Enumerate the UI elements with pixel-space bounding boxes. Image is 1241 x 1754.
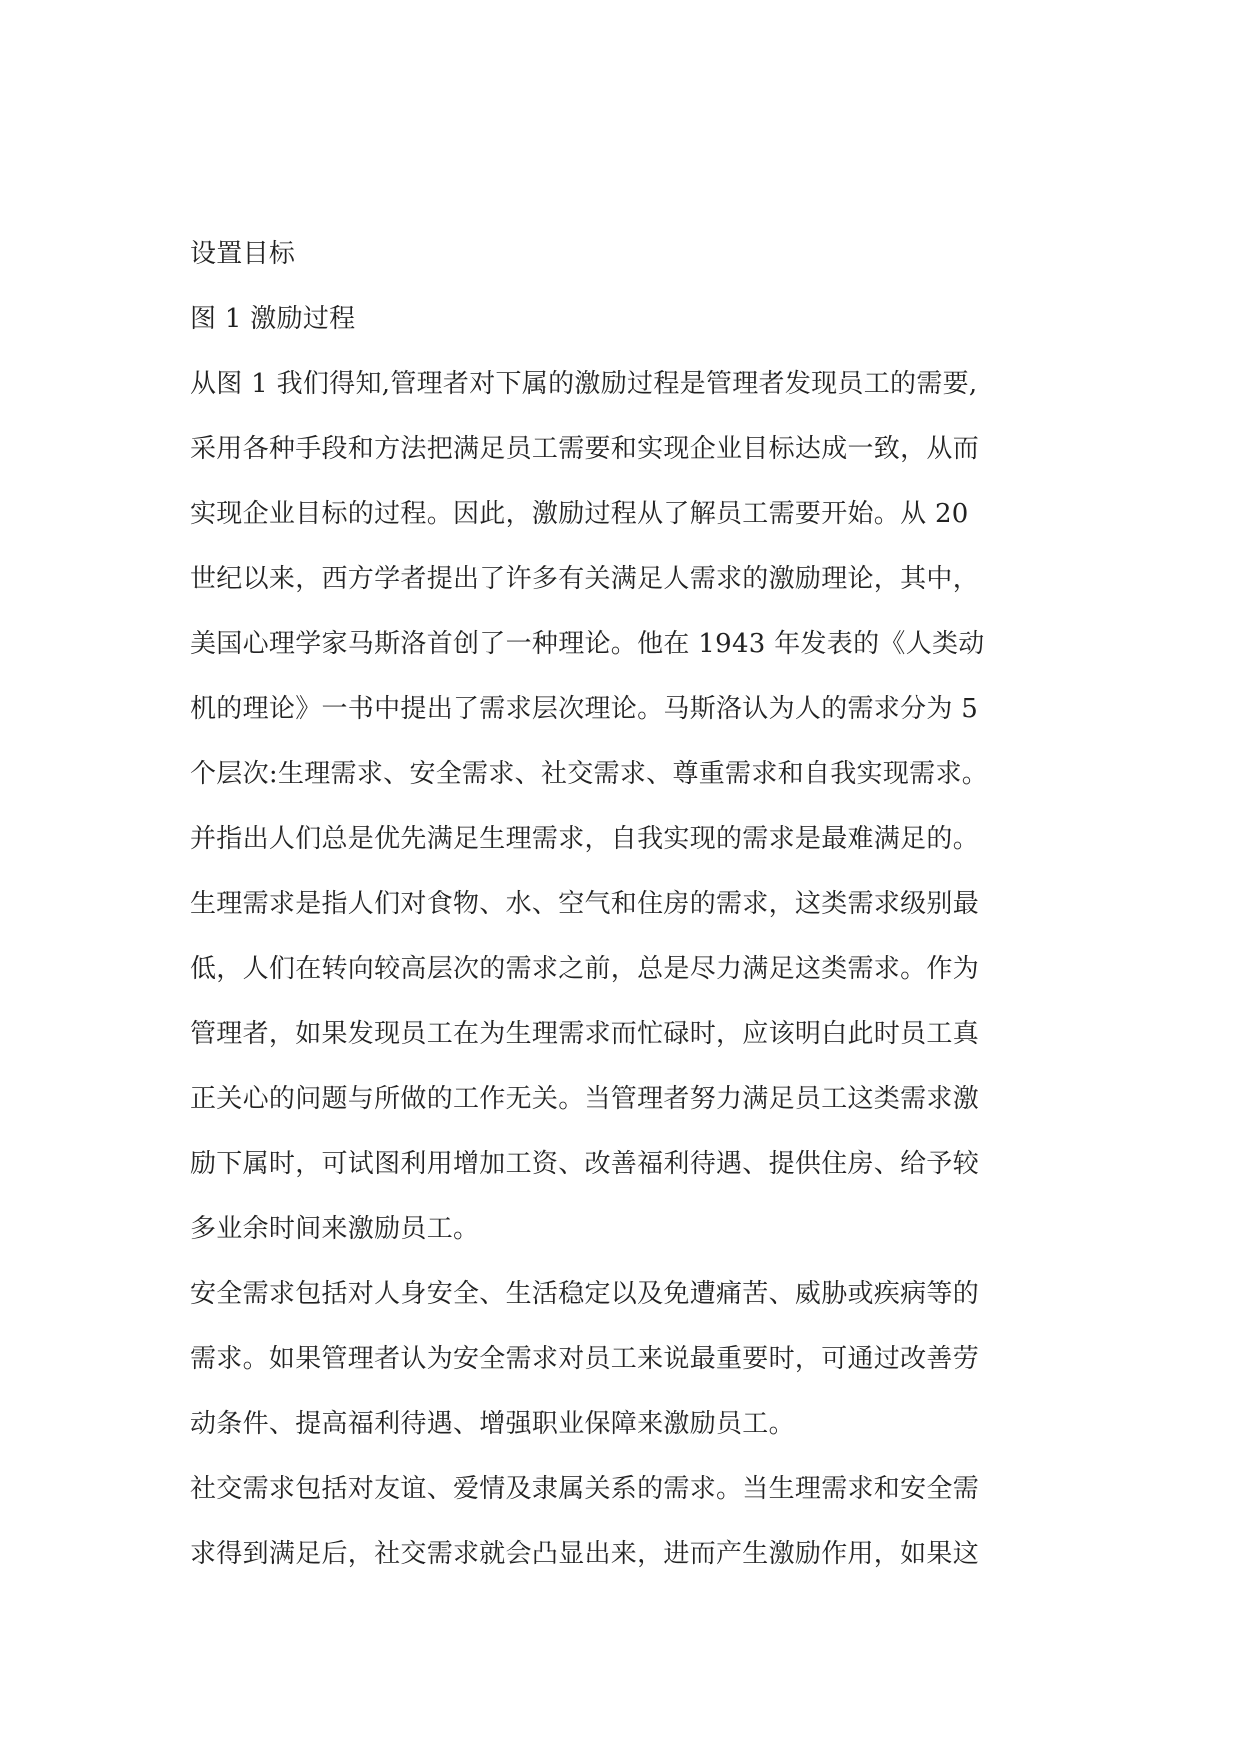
- text-line: 正关心的问题与所做的工作无关。当管理者努力满足员工这类需求激: [190, 1084, 980, 1114]
- text-line: 实现企业目标的过程。因此，激励过程从了解员工需要开始。从 20: [190, 499, 969, 529]
- text-line: 管理者，如果发现员工在为生理需求而忙碌时，应该明白此时员工真: [190, 1019, 980, 1049]
- section-heading: 设置目标: [190, 239, 296, 269]
- text-line: 世纪以来，西方学者提出了许多有关满足人需求的激励理论，其中，: [190, 564, 980, 594]
- text-line: 动条件、提高福利待遇、增强职业保障来激励员工。: [190, 1409, 795, 1439]
- text-line: 采用各种手段和方法把满足员工需要和实现企业目标达成一致，从而: [190, 434, 980, 464]
- text-line: 低，人们在转向较高层次的需求之前，总是尽力满足这类需求。作为: [190, 954, 980, 984]
- text-line: 并指出人们总是优先满足生理需求，自我实现的需求是最难满足的。: [190, 824, 980, 854]
- text-line: 个层次:生理需求、安全需求、社交需求、尊重需求和自我实现需求。: [190, 759, 989, 789]
- text-line: 求得到满足后，社交需求就会凸显出来，进而产生激励作用，如果这: [190, 1539, 980, 1569]
- text-line: 美国心理学家马斯洛首创了一种理论。他在 1943 年发表的《人类动: [190, 629, 985, 659]
- text-line: 需求。如果管理者认为安全需求对员工来说最重要时，可通过改善劳: [190, 1344, 980, 1374]
- figure-caption: 图 1 激励过程: [190, 304, 356, 334]
- text-line: 励下属时，可试图利用增加工资、改善福利待遇、提供住房、给予较: [190, 1149, 980, 1179]
- text-line: 机的理论》一书中提出了需求层次理论。马斯洛认为人的需求分为 5: [190, 694, 979, 724]
- text-line: 生理需求是指人们对食物、水、空气和住房的需求，这类需求级别最: [190, 889, 980, 919]
- text-line: 从图 1 我们得知,管理者对下属的激励过程是管理者发现员工的需要,: [190, 369, 978, 399]
- document-body: [190, 222, 1060, 1712]
- text-line: 社交需求包括对友谊、爱情及隶属关系的需求。当生理需求和安全需: [190, 1474, 980, 1504]
- text-line: 安全需求包括对人身安全、生活稳定以及免遭痛苦、威胁或疾病等的: [190, 1279, 980, 1309]
- text-line: 多业余时间来激励员工。: [190, 1214, 480, 1244]
